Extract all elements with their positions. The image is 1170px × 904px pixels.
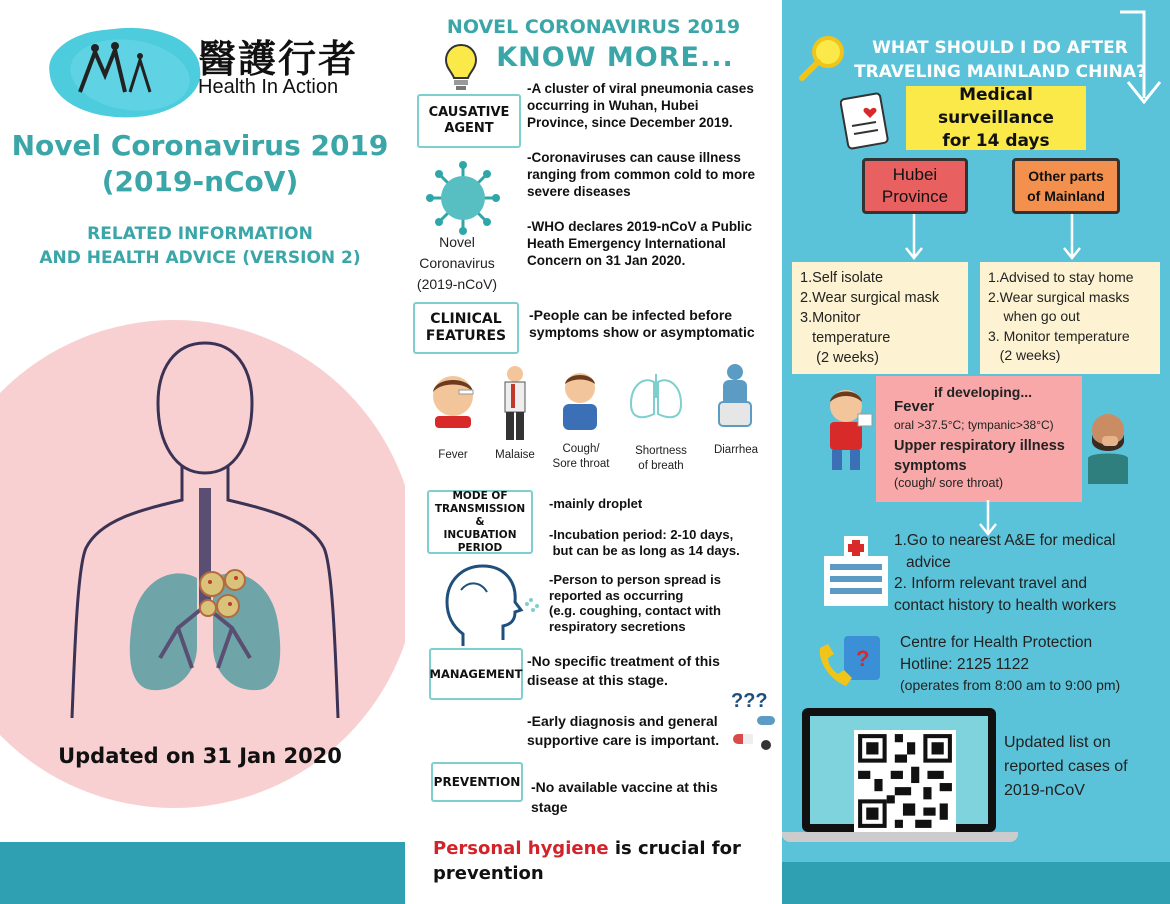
hubei-step-2: 2.Wear surgical mask bbox=[800, 290, 940, 306]
cough-icon bbox=[557, 370, 603, 432]
prevention-label: PREVENTION bbox=[431, 762, 523, 802]
transmission-point-3-line-3: (e.g. coughing, contact with bbox=[549, 603, 721, 618]
hygiene-emphasis: Personal hygiene bbox=[433, 838, 609, 859]
hubei-province-box bbox=[862, 158, 968, 214]
prevention-text-line-1: -No available vaccine at this bbox=[531, 779, 718, 795]
virus-caption bbox=[405, 232, 509, 295]
logo-chinese-text: 醫護行者 bbox=[198, 36, 359, 81]
page-title bbox=[0, 128, 400, 200]
symptom-shortness-line-2: of breath bbox=[638, 460, 684, 472]
causative-point-2-line-2: ranging from common cold to more bbox=[527, 167, 756, 182]
action-1-line-1: 1.Go to nearest A&E for medical bbox=[894, 532, 1116, 549]
action-steps bbox=[894, 530, 1116, 616]
clinical-text bbox=[529, 307, 779, 341]
symptom-fever-label bbox=[425, 448, 481, 463]
clinical-features-label bbox=[413, 302, 519, 354]
causative-point-1-line-1: -A cluster of viral pneumonia cases bbox=[527, 81, 754, 96]
symptom-diarrhea-label bbox=[701, 443, 771, 458]
lungs-icon bbox=[627, 374, 685, 424]
transmission-label bbox=[427, 490, 533, 554]
magnifier-icon bbox=[796, 32, 848, 84]
symptom-cough-line-2: Sore throat bbox=[552, 458, 610, 470]
clinical-label-line-2: FEATURES bbox=[425, 328, 507, 344]
surveillance-line-2: for 14 days bbox=[942, 130, 1050, 151]
subtitle-line-1: RELATED INFORMATION bbox=[87, 224, 313, 244]
clinical-text-line-1: -People can be infected before bbox=[529, 307, 733, 323]
chp-hours: (operates from 8:00 am to 9:00 pm) bbox=[900, 677, 1121, 693]
other-steps bbox=[980, 262, 1160, 374]
logo-figures-icon bbox=[70, 40, 190, 100]
causative-point-3-line-2: Heath Emergency International bbox=[527, 236, 726, 251]
transmission-point-2 bbox=[549, 527, 777, 559]
transmission-point-3 bbox=[549, 572, 777, 634]
causative-label-line-2: AGENT bbox=[444, 121, 494, 136]
uri-line-2: symptoms bbox=[894, 458, 967, 474]
management-point-2-line-2: supportive care is important. bbox=[527, 732, 720, 748]
other-step-3-weeks: (2 weeks) bbox=[988, 347, 1061, 363]
lightbulb-icon bbox=[443, 42, 479, 94]
body-lungs-illustration bbox=[60, 338, 350, 728]
causative-point-3-line-1: -WHO declares 2019-nCoV a Public bbox=[527, 219, 753, 234]
action-2-line-1: 2. Inform relevant travel and bbox=[894, 575, 1087, 592]
hubei-line-1: Hubei bbox=[892, 165, 938, 184]
chp-info bbox=[900, 632, 1120, 697]
hubei-step-3-weeks: (2 weeks) bbox=[800, 350, 879, 366]
fever-icon bbox=[425, 370, 481, 442]
right-panel bbox=[782, 0, 1170, 904]
hotline-phone-icon bbox=[816, 632, 886, 692]
transmission-label-line-3: INCUBATION bbox=[443, 528, 517, 541]
laptop-base bbox=[782, 832, 1018, 842]
action-2-line-2: contact history to health workers bbox=[894, 596, 1117, 614]
symptom-fever-text: Fever bbox=[438, 449, 468, 461]
qr-code[interactable] bbox=[854, 730, 956, 832]
transmission-label-line-4: PERIOD bbox=[457, 541, 503, 554]
fever-heading: Fever bbox=[894, 398, 935, 415]
updated-date: Updated on 31 Jan 2020 bbox=[58, 744, 342, 768]
transmission-point-3-line-1: -Person to person spread is bbox=[549, 572, 721, 587]
transmission-point-2-line-1: -Incubation period: 2-10 days, bbox=[549, 527, 734, 542]
hygiene-message bbox=[433, 836, 763, 886]
symptom-cough-line-1: Cough/ bbox=[562, 443, 600, 455]
title-line-2: (2019-nCoV) bbox=[101, 165, 299, 198]
sick-man-icon bbox=[818, 384, 882, 472]
prevention-text-line-2: stage bbox=[531, 799, 568, 815]
question-line-2: TRAVELING MAINLAND CHINA? bbox=[854, 62, 1146, 82]
question-line-1: WHAT SHOULD I DO AFTER bbox=[872, 38, 1128, 58]
causative-label-line-1: CAUSATIVE bbox=[428, 105, 510, 120]
hospital-icon bbox=[818, 532, 894, 608]
transmission-point-3-line-4: respiratory secretions bbox=[549, 618, 686, 634]
hubei-line-2: Province bbox=[881, 187, 949, 206]
after-travel-question bbox=[850, 36, 1150, 84]
subtitle-line-2: AND HEALTH ADVICE (VERSION 2) bbox=[39, 248, 361, 268]
symptom-cough-label bbox=[543, 442, 619, 472]
hubei-step-1: 1.Self isolate bbox=[800, 270, 884, 286]
chp-hotline: Hotline: 2125 1122 bbox=[900, 655, 1029, 673]
causative-point-1-line-2: occurring in Wuhan, Hubei bbox=[527, 98, 699, 113]
footer-band-right bbox=[782, 862, 1170, 904]
surveillance-line-1: Medical surveillance bbox=[938, 84, 1054, 128]
management-label: MANAGEMENT bbox=[429, 648, 523, 700]
action-1-line-2: advice bbox=[906, 553, 951, 571]
hubei-step-3: 3.Monitor bbox=[800, 310, 861, 326]
other-line-2: of Mainland bbox=[1027, 188, 1105, 204]
clipboard-icon bbox=[840, 90, 892, 150]
virus-caption-line-1: Novel bbox=[439, 234, 475, 250]
transmission-label-line-2: TRANSMISSION & bbox=[434, 502, 526, 528]
transmission-point-1: -mainly droplet bbox=[549, 496, 643, 511]
laptop-screen bbox=[802, 708, 996, 832]
prevention-text bbox=[531, 777, 771, 817]
logo-english-text: Health In Action bbox=[198, 76, 339, 98]
qr-caption-line-1: Updated list on bbox=[1004, 734, 1111, 751]
uri-heading bbox=[894, 436, 1065, 476]
know-more-header-line-1: NOVEL CORONAVIRUS 2019 bbox=[446, 16, 741, 38]
causative-point-2-line-1: -Coronaviruses can cause illness bbox=[527, 150, 741, 165]
transmission-label-line-1: MODE OF bbox=[452, 489, 508, 502]
transmission-point-2-line-2: but can be as long as 14 days. bbox=[549, 543, 740, 558]
diarrhea-icon bbox=[715, 362, 755, 430]
qr-caption bbox=[1004, 731, 1128, 803]
hygiene-line-2: prevention bbox=[433, 863, 544, 884]
management-point-1 bbox=[527, 652, 777, 690]
symptom-diarrhea-text: Diarrhea bbox=[713, 444, 759, 456]
other-step-2-cont: when go out bbox=[988, 308, 1080, 324]
middle-panel bbox=[405, 0, 782, 904]
qr-caption-line-2: reported cases of bbox=[1004, 758, 1128, 775]
management-point-2-line-1: -Early diagnosis and general bbox=[527, 713, 718, 729]
hygiene-rest: is crucial for bbox=[608, 838, 741, 859]
clinical-text-line-2: symptoms show or asymptomatic bbox=[529, 324, 755, 340]
causative-point-3 bbox=[527, 218, 779, 269]
symptom-shortness-line-1: Shortness bbox=[635, 445, 687, 457]
laptop-display bbox=[810, 716, 988, 824]
left-panel bbox=[0, 0, 405, 904]
other-mainland-box bbox=[1012, 158, 1120, 214]
causative-point-3-line-3: Concern on 31 Jan 2020. bbox=[527, 253, 686, 268]
management-point-1-line-1: -No specific treatment of this bbox=[527, 653, 720, 669]
title-line-1: Novel Coronavirus 2019 bbox=[11, 129, 389, 162]
causative-point-2 bbox=[527, 149, 779, 200]
virus-caption-line-2: Coronavirus bbox=[419, 255, 495, 271]
other-step-2: 2.Wear surgical masks bbox=[988, 288, 1130, 305]
causative-point-1-line-3: Province, since December 2019. bbox=[527, 115, 733, 130]
other-line-1: Other parts bbox=[1028, 168, 1104, 184]
symptom-malaise-label bbox=[487, 448, 543, 463]
chp-line-1: Centre for Health Protection bbox=[900, 634, 1093, 651]
symptom-malaise-text: Malaise bbox=[495, 449, 535, 461]
coughing-man-icon bbox=[1082, 408, 1134, 484]
footer-band-left bbox=[0, 842, 405, 904]
question-marks: ??? bbox=[731, 690, 768, 712]
qr-caption-line-3: 2019-nCoV bbox=[1004, 782, 1085, 799]
other-step-1: 1.Advised to stay home bbox=[988, 269, 1134, 285]
uri-line-1: Upper respiratory illness bbox=[894, 438, 1065, 454]
svg-text:?: ? bbox=[856, 646, 870, 671]
other-step-3: 3. Monitor temperature bbox=[988, 327, 1130, 344]
management-point-1-line-2: disease at this stage. bbox=[527, 672, 668, 688]
causative-point-1 bbox=[527, 80, 779, 131]
causative-agent-label bbox=[417, 94, 521, 148]
hubei-steps bbox=[792, 262, 968, 374]
transmission-point-3-line-2: reported as occurring bbox=[549, 587, 684, 603]
know-more-header-line-2: KNOW MORE... bbox=[496, 42, 734, 73]
coronavirus-icon bbox=[425, 160, 501, 236]
pills-icon bbox=[731, 712, 779, 752]
fever-detail: oral >37.5°C; tympanic>38°C) bbox=[894, 418, 1054, 432]
if-developing: if developing... bbox=[934, 384, 1033, 400]
causative-point-2-line-3: severe diseases bbox=[527, 184, 631, 199]
malaise-icon bbox=[497, 364, 533, 444]
symptom-shortness-label bbox=[623, 444, 699, 474]
arrow-down-corner-icon bbox=[1116, 8, 1162, 108]
head-profile-sneeze-icon bbox=[441, 560, 541, 648]
hubei-step-3-cont: temperature bbox=[800, 330, 891, 346]
medical-surveillance-box bbox=[906, 86, 1086, 150]
clinical-label-line-1: CLINICAL bbox=[430, 311, 502, 327]
uri-detail: (cough/ sore throat) bbox=[894, 476, 1004, 490]
page-subtitle bbox=[0, 222, 400, 270]
arrow-down-hubei-icon bbox=[902, 214, 926, 262]
virus-caption-line-3: (2019-nCoV) bbox=[416, 276, 498, 292]
arrow-down-other-icon bbox=[1060, 214, 1084, 262]
